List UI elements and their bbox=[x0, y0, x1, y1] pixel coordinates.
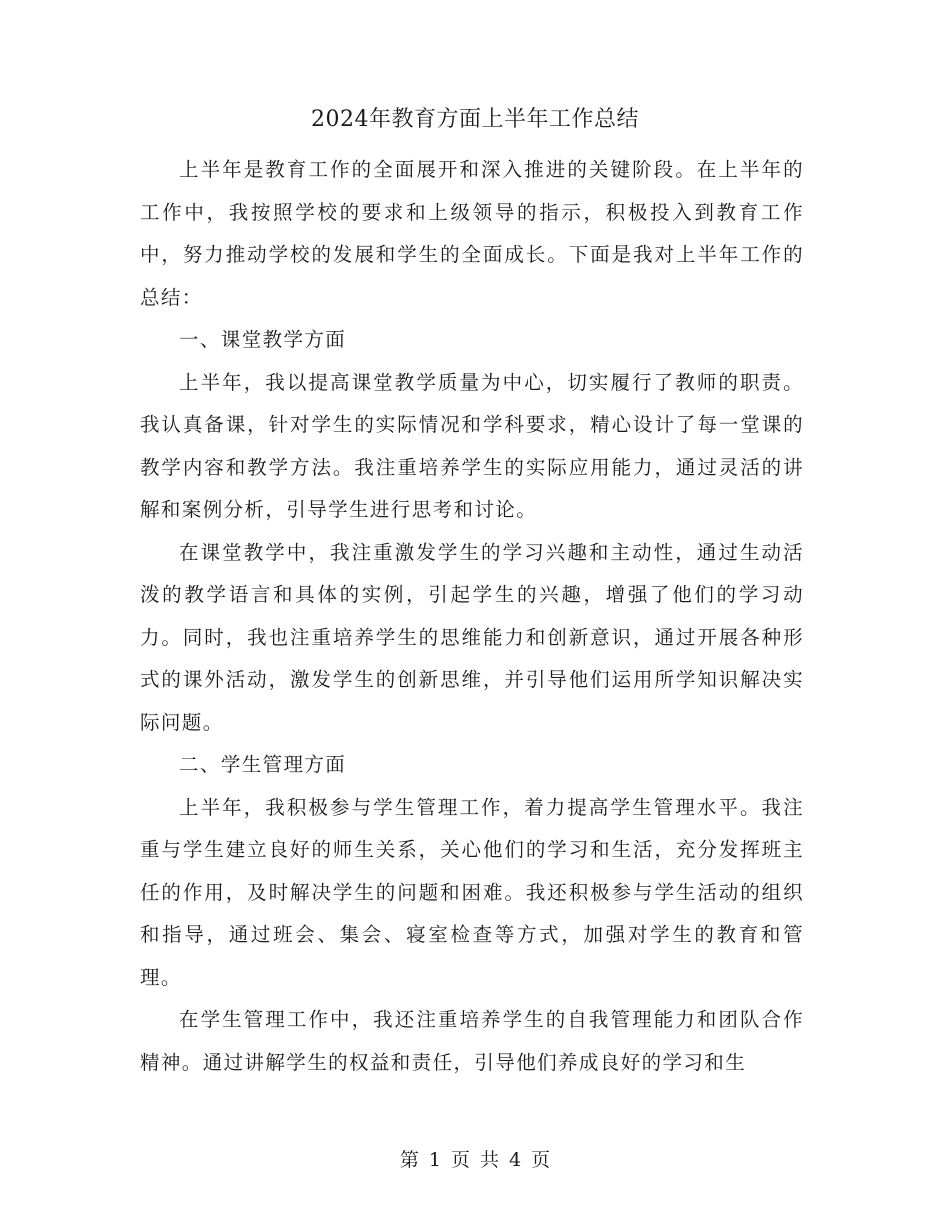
footer-prefix: 第 bbox=[399, 1149, 419, 1171]
paragraph-management-1: 上半年，我积极参与学生管理工作，着力提高学生管理水平。我注重与学生建立良好的师生关系，关心他们的学习和生活，充分发挥班主任的作用，及时解决学生的问题和困难。我还积极参与学生活动的组织和指导，通过班会、集会、寝室检查等方式，加强对学生的教育和管理。 bbox=[140, 795, 804, 989]
footer-total-pages: 4 bbox=[509, 1149, 522, 1171]
paragraph-classroom-2: 在课堂教学中，我注重激发学生的学习兴趣和主动性，通过生动活泼的教学语言和具体的实例，引起学生的兴趣，增强了他们的学习动力。同时，我也注重培养学生的思维能力和创新意识，通过开展各种形式的课外活动，激发学生的创新思维，并引导他们运用所学知识解决实际问题。 bbox=[140, 540, 804, 734]
paragraph-management-2: 在学生管理工作中，我还注重培养学生的自我管理能力和团队合作精神。通过讲解学生的权益和责任，引导他们养成良好的学习和生 bbox=[140, 1008, 804, 1074]
document-title: 2024年教育方面上半年工作总结 bbox=[311, 107, 639, 132]
section-heading-student-management: 二、学生管理方面 bbox=[179, 753, 347, 776]
section-heading-classroom: 一、课堂教学方面 bbox=[179, 328, 347, 351]
footer-total-label: 共 bbox=[480, 1149, 500, 1171]
paragraph-classroom-1: 上半年，我以提高课堂教学质量为中心，切实履行了教师的职责。我认真备课，针对学生的实际情况和学科要求，精心设计了每一堂课的教学内容和教学方法。我注重培养学生的实际应用能力，通过灵活的讲解和案例分析，引导学生进行思考和讨论。 bbox=[140, 370, 804, 521]
footer-current-page: 1 bbox=[428, 1149, 441, 1171]
paragraph-intro: 上半年是教育工作的全面展开和深入推进的关键阶段。在上半年的工作中，我按照学校的要求和上级领导的指示，积极投入到教育工作中，努力推动学校的发展和学生的全面成长。下面是我对上半年工作的总结： bbox=[140, 158, 804, 309]
footer-suffix: 页 bbox=[531, 1149, 551, 1171]
document-body bbox=[140, 149, 804, 1084]
footer-page-label: 页 bbox=[450, 1149, 470, 1171]
page-footer bbox=[0, 1146, 950, 1174]
